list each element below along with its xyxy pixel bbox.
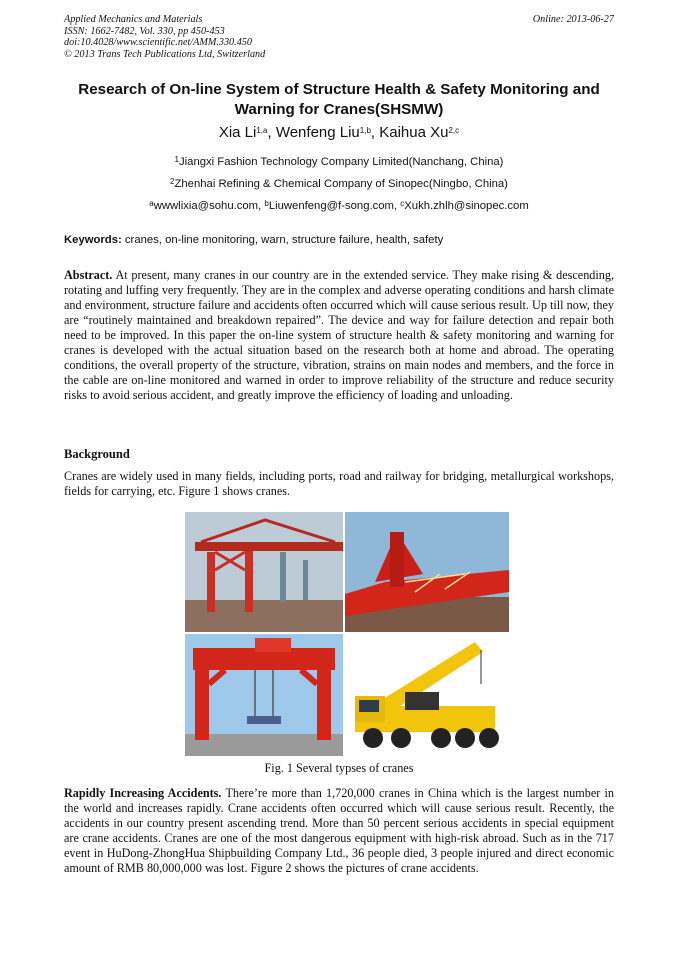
crane-photo-gantry bbox=[185, 634, 343, 756]
keywords-text: cranes, on-line monitoring, warn, structure failure, health, safety bbox=[121, 234, 444, 246]
online-date: Online: 2013-06-27 bbox=[532, 14, 614, 25]
affiliation-sup: 1 bbox=[174, 155, 179, 164]
email-sup: b bbox=[264, 199, 269, 208]
abstract bbox=[64, 268, 614, 403]
email-sup: a bbox=[149, 199, 154, 208]
journal-issn: ISSN: 1662-7482, Vol. 330, pp 450-453 bbox=[64, 25, 225, 37]
crane-photo-truck bbox=[345, 634, 509, 756]
accidents-label: Rapidly Increasing Accidents. bbox=[64, 786, 222, 800]
title-line-2: Warning for Cranes(SHSMW) bbox=[234, 100, 444, 118]
paper-title bbox=[52, 80, 626, 119]
background-text: Cranes are widely used in many fields, including ports, road and railway for bridging, metallurgical workshops, fields for carrying, etc. Figure 1 shows cranes. bbox=[64, 469, 614, 498]
accidents-text: There’re more than 1,720,000 cranes in China which is the largest number in the world and increases rapidly. Crane accidents often occurred which will cause serious result. Recently, the accidents in our country present ascending trend. More than 50 percent serious accidents in special equipment are crane accidents. Cranes are one of the most dangerous equipment with high-risk abroad. Such as in the 717 event in HuDong-ZhongHua Shipbuilding Company Ltd., 36 people died, 3 people injured and direct economic amount of RMB 80,000,000 was lost. Figure 2 shows the pictures of crane accidents. bbox=[64, 786, 614, 875]
email-link[interactable]: Xukh.zhlh@sinopec.com bbox=[404, 200, 529, 212]
journal-header bbox=[64, 14, 614, 60]
affiliation-text: Zhenhai Refining & Chemical Company of Sinopec(Ningbo, China) bbox=[174, 178, 508, 190]
abstract-label: Abstract. bbox=[64, 268, 113, 282]
journal-name: Applied Mechanics and Materials bbox=[64, 14, 203, 25]
email-sup: c bbox=[400, 199, 405, 208]
figure-1 bbox=[185, 512, 509, 756]
keywords-label: Keywords: bbox=[64, 234, 122, 246]
author-name: Xia Li bbox=[218, 124, 257, 141]
title-line-1: Research of On-line System of Structure Health & Safety Monitoring and bbox=[78, 81, 600, 98]
crane-photo-port bbox=[185, 512, 343, 632]
crane-photo-bridging bbox=[345, 512, 509, 632]
abstract-text: At present, many cranes in our country are in the extended service. They make rising & descending, rotating and luffing very frequently. They are in the complex and adverse operating conditions and harsh climate and environment, structure failure and accidents often occurred which will cause serious result. Up till now, they are “routinely maintained and breakdown repaired”. The device and way for failure detection and repair both need to be improved. In this paper the on-line system of structure health & safety monitoring and warning for cranes is developed with the actual situation based on the research both at home and abroad. The operating conditions, the overall property of the structure, vibration, strains on main nodes and members, and the force in the cable are on-line monitored and warned in order to improve reliability of the structure and reduce security risks to avoid serious accident, and greatly improve the efficiency of loading and unloading. bbox=[64, 268, 614, 402]
email-link[interactable]: wwwlixia@sohu.com, bbox=[153, 200, 265, 212]
accidents-paragraph bbox=[64, 786, 614, 876]
affiliation-1 bbox=[52, 155, 626, 169]
background-heading: Background bbox=[64, 447, 130, 461]
affiliation-2 bbox=[52, 177, 626, 191]
author-sup: 1,a bbox=[256, 126, 268, 135]
author-sup: 1,b bbox=[359, 126, 371, 135]
author-list: Xia Li$^{1,a}$, Wenfeng Liu$^{1,b}$, Kaihua Xu$^{2,c}$ bbox=[218, 124, 460, 141]
journal-copyright: © 2013 Trans Tech Publications Ltd, Switzerland bbox=[64, 48, 266, 60]
journal-doi: doi:10.4028/www.scientific.net/AMM.330.450 bbox=[64, 37, 252, 49]
keywords bbox=[64, 234, 624, 246]
author-emails bbox=[52, 199, 626, 213]
affiliation-text: Jiangxi Fashion Technology Company Limited(Nanchang, China) bbox=[179, 156, 504, 168]
email-link[interactable]: Liuwenfeng@f-song.com, bbox=[268, 200, 401, 212]
affiliation-sup: 2 bbox=[170, 177, 175, 186]
author-name: Kaihua Xu bbox=[379, 124, 449, 141]
author-sup: 2,c bbox=[448, 126, 460, 135]
author-name: Wenfeng Liu bbox=[275, 124, 360, 141]
figure-1-caption: Fig. 1 Several typses of cranes bbox=[264, 761, 414, 775]
